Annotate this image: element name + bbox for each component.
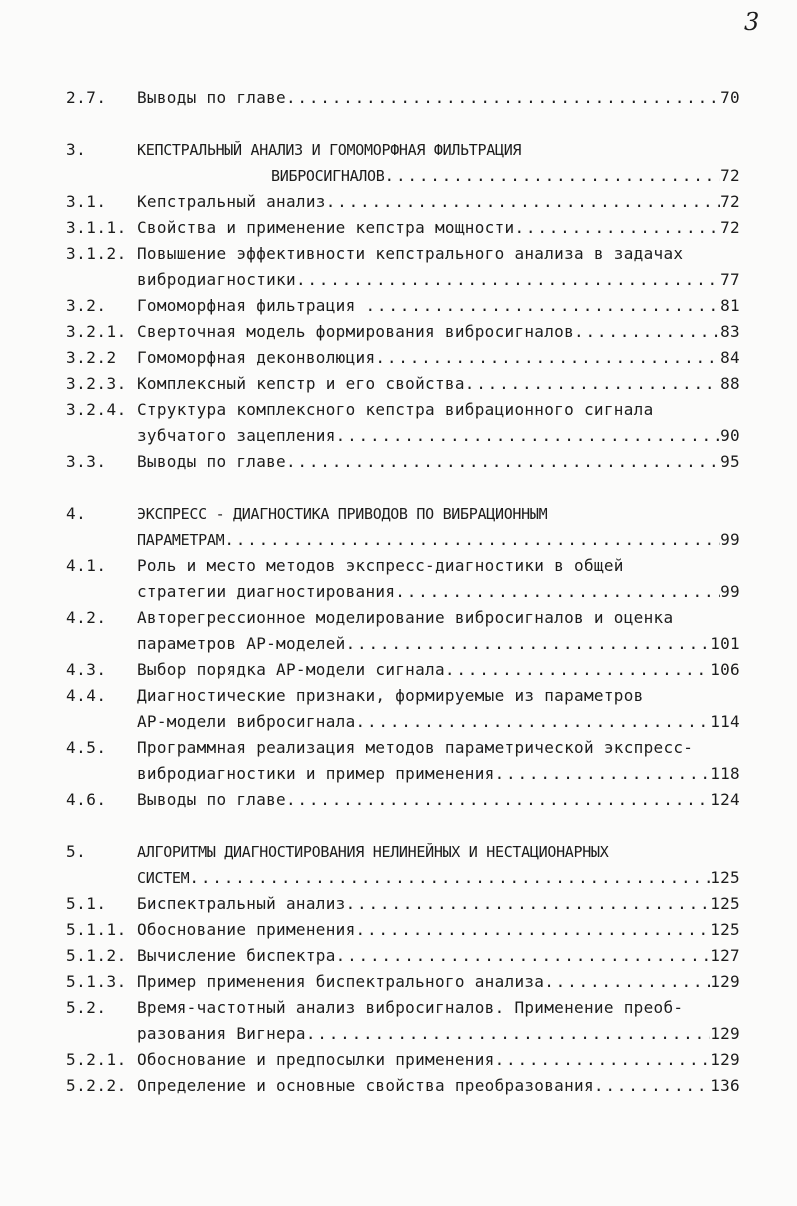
toc-entry-page: 106 (710, 660, 740, 679)
toc-entry-3-1-2-cont (0, 267, 797, 293)
toc-entry-number: 4.1. (66, 556, 107, 575)
toc-entry-page: 72 (720, 218, 740, 237)
toc-entry-title: Авторегрессионное моделирование вибросигналов и оценка (137, 608, 674, 627)
toc-entry-title: Биспектральный анализ (137, 894, 346, 913)
toc-entry-page: 77 (720, 270, 740, 289)
toc-entry-page: 125 (710, 920, 740, 939)
toc-entry-number: 3.2. (66, 296, 107, 315)
toc-entry-page: 72 (720, 166, 740, 185)
toc-entry-number: 4.6. (66, 790, 107, 809)
toc-entry-title: Выводы по главе (137, 452, 286, 471)
toc-chapter-title: АЛГОРИТМЫ ДИАГНОСТИРОВАНИЯ НЕЛИНЕЙНЫХ И НЕСТАЦИОНАРНЫХ (137, 843, 609, 861)
toc-entry-number: 3.1.2. (66, 244, 127, 263)
toc-entry-2-7 (0, 85, 797, 111)
toc-entry-page: 83 (720, 322, 740, 341)
toc-entry-number: 3.1. (66, 192, 107, 211)
toc-chapter-title: ЭКСПРЕСС - ДИАГНОСТИКА ПРИВОДОВ ПО ВИБРАЦИОННЫМ (137, 505, 548, 523)
toc-entry-3-1-2 (0, 241, 797, 267)
toc-entry-5-1-3 (0, 969, 797, 995)
toc-entry-5-2 (0, 995, 797, 1021)
toc-entry-4-1-cont (0, 579, 797, 605)
table-of-contents (0, 85, 797, 1099)
toc-entry-number: 4.3. (66, 660, 107, 679)
toc-entry-number: 3.2.4. (66, 400, 127, 419)
toc-entry-page: 124 (710, 790, 740, 809)
toc-chapter-3 (0, 137, 797, 163)
toc-entry-4-2-cont (0, 631, 797, 657)
toc-entry-title: Определение и основные свойства преобразования (137, 1076, 594, 1095)
toc-entry-page: 84 (720, 348, 740, 367)
toc-chapter-5-cont (0, 865, 797, 891)
toc-chapter-3-cont (0, 163, 797, 189)
page-number: 3 (744, 8, 760, 36)
toc-entry-page: 118 (710, 764, 740, 783)
toc-entry-4-6 (0, 787, 797, 813)
toc-entry-number: 3.2.3. (66, 374, 127, 393)
toc-entry-page: 81 (720, 296, 740, 315)
toc-entry-page: 125 (710, 894, 740, 913)
toc-entry-5-2-cont (0, 1021, 797, 1047)
toc-entry-page: 136 (710, 1076, 740, 1095)
toc-entry-3-1 (0, 189, 797, 215)
toc-entry-number: 5.1. (66, 894, 107, 913)
toc-entry-number: 3.2.1. (66, 322, 127, 341)
toc-entry-page: 88 (720, 374, 740, 393)
toc-entry-page: 114 (710, 712, 740, 731)
toc-entry-number: 5.1.3. (66, 972, 127, 991)
toc-entry-page: 129 (710, 1050, 740, 1069)
toc-entry-page: 70 (720, 88, 740, 107)
toc-entry-title: Кепстральный анализ (137, 192, 326, 211)
toc-entry-title-cont: разования Вигнера (137, 1024, 306, 1043)
toc-entry-title: Гомоморфная фильтрация (137, 296, 366, 315)
toc-entry-number: 2.7. (66, 88, 107, 107)
toc-entry-5-1 (0, 891, 797, 917)
toc-entry-5-1-2 (0, 943, 797, 969)
toc-entry-number: 4.2. (66, 608, 107, 627)
toc-entry-number: 3.2.2 (66, 348, 117, 367)
toc-entry-number: 3.3. (66, 452, 107, 471)
toc-entry-number: 5.2.2. (66, 1076, 127, 1095)
toc-entry-4-1 (0, 553, 797, 579)
toc-entry-3-2-1 (0, 319, 797, 345)
toc-entry-3-3 (0, 449, 797, 475)
toc-entry-4-4 (0, 683, 797, 709)
toc-entry-page: 95 (720, 452, 740, 471)
toc-entry-title: Выводы по главе (137, 88, 286, 107)
toc-entry-title: Повышение эффективности кепстрального анализа в задачах (137, 244, 684, 263)
toc-entry-title: Пример применения биспектрального анализа (137, 972, 545, 991)
toc-chapter-5 (0, 839, 797, 865)
toc-entry-page: 72 (720, 192, 740, 211)
toc-entry-3-2-2 (0, 345, 797, 371)
toc-entry-title-cont: АР-модели вибросигнала (137, 712, 356, 731)
toc-chapter-title-cont: ВИБРОСИГНАЛОВ (271, 167, 385, 185)
toc-entry-5-2-1 (0, 1047, 797, 1073)
toc-entry-title: Сверточная модель формирования вибросигналов (137, 322, 575, 341)
toc-entry-page: 129 (710, 1024, 740, 1043)
toc-entry-number: 5.1.1. (66, 920, 127, 939)
toc-entry-title: Гомоморфная деконволюция (137, 348, 376, 367)
toc-entry-number: 3. (66, 140, 87, 159)
toc-chapter-title-cont: ПАРАМЕТРАМ (137, 531, 225, 549)
toc-entry-number: 5.1.2. (66, 946, 127, 965)
toc-entry-title: Роль и место методов экспресс-диагностики в общей (137, 556, 624, 575)
toc-entry-page: 129 (710, 972, 740, 991)
toc-entry-4-3 (0, 657, 797, 683)
toc-entry-title-cont: зубчатого зацепления (137, 426, 336, 445)
toc-entry-4-5 (0, 735, 797, 761)
toc-entry-number: 5.2. (66, 998, 107, 1017)
toc-entry-title: Структура комплексного кепстра вибрационного сигнала (137, 400, 654, 419)
toc-entry-page: 101 (710, 634, 740, 653)
toc-entry-page: 125 (710, 868, 740, 887)
toc-entry-4-2 (0, 605, 797, 631)
toc-entry-number: 5.2.1. (66, 1050, 127, 1069)
toc-entry-title: Обоснование и предпосылки применения (137, 1050, 495, 1069)
toc-entry-title: Время-частотный анализ вибросигналов. Применение преоб- (137, 998, 684, 1017)
toc-entry-3-2-4 (0, 397, 797, 423)
toc-entry-title: Выбор порядка АР-модели сигнала (137, 660, 445, 679)
toc-chapter-4-cont (0, 527, 797, 553)
toc-chapter-title-cont: СИСТЕМ (137, 869, 190, 887)
toc-entry-number: 3.1.1. (66, 218, 127, 237)
toc-entry-title-cont: вибродиагностики и пример применения (137, 764, 495, 783)
toc-entry-3-1-1 (0, 215, 797, 241)
toc-entry-number: 5. (66, 842, 87, 861)
toc-entry-title: Вычисление биспектра (137, 946, 336, 965)
toc-entry-title: Программная реализация методов параметрической экспресс- (137, 738, 694, 757)
toc-chapter-4 (0, 501, 797, 527)
toc-entry-title-cont: вибродиагностики (137, 270, 296, 289)
toc-entry-title: Комплексный кепстр и его свойства (137, 374, 465, 393)
toc-entry-3-2-3 (0, 371, 797, 397)
toc-entry-title-cont: стратегии диагностирования (137, 582, 396, 601)
toc-chapter-title: КЕПСТРАЛЬНЫЙ АНАЛИЗ И ГОМОМОРФНАЯ ФИЛЬТРАЦИЯ (137, 141, 522, 159)
toc-entry-title: Диагностические признаки, формируемые из параметров (137, 686, 644, 705)
toc-entry-title-cont: параметров АР-моделей (137, 634, 346, 653)
toc-entry-number: 4. (66, 504, 87, 523)
toc-entry-title: Обоснование применения (137, 920, 356, 939)
toc-entry-4-5-cont (0, 761, 797, 787)
toc-entry-4-4-cont (0, 709, 797, 735)
toc-entry-title: Выводы по главе (137, 790, 286, 809)
toc-entry-5-2-2 (0, 1073, 797, 1099)
toc-entry-5-1-1 (0, 917, 797, 943)
toc-entry-page: 99 (720, 582, 740, 601)
toc-entry-page: 99 (720, 530, 740, 549)
toc-entry-number: 4.4. (66, 686, 107, 705)
toc-entry-page: 90 (720, 426, 740, 445)
toc-entry-page: 127 (710, 946, 740, 965)
toc-entry-3-2 (0, 293, 797, 319)
toc-entry-title: Свойства и применение кепстра мощности (137, 218, 515, 237)
toc-entry-number: 4.5. (66, 738, 107, 757)
toc-entry-3-2-4-cont (0, 423, 797, 449)
